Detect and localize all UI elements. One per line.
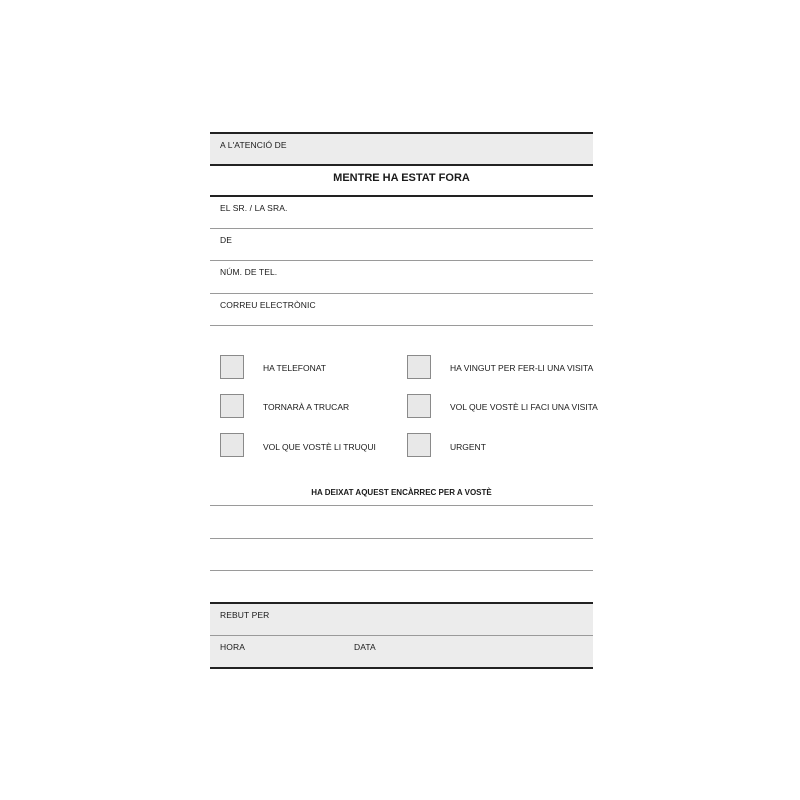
field-from-row[interactable] <box>210 229 593 260</box>
field-phone-label: NÚM. DE TEL. <box>220 267 278 277</box>
message-line <box>210 570 593 571</box>
form-title: MENTRE HA ESTAT FORA <box>333 172 470 184</box>
field-divider <box>210 325 593 326</box>
received-by-row[interactable] <box>210 604 593 635</box>
field-name-label: EL SR. / LA SRA. <box>220 203 288 213</box>
checkbox-will-call-again[interactable] <box>220 394 244 418</box>
checkbox-wants-visit-label: VOL QUE VOSTÈ LI FACI UNA VISITA <box>450 402 598 412</box>
field-email-row[interactable] <box>210 294 593 325</box>
field-email-label: CORREU ELECTRÒNIC <box>220 300 316 310</box>
field-phone-row[interactable] <box>210 261 593 293</box>
checkbox-wants-visit[interactable] <box>407 394 431 418</box>
checkbox-call-back[interactable] <box>220 433 244 457</box>
checkbox-will-call-again-label: TORNARÀ A TRUCAR <box>263 402 350 412</box>
checkbox-urgent[interactable] <box>407 433 431 457</box>
date-label: DATA <box>354 642 376 652</box>
message-line-area[interactable] <box>210 539 593 570</box>
title-top-rule <box>210 164 593 166</box>
message-heading: HA DEIXAT AQUEST ENCÀRREC PER A VOSTÈ <box>311 488 492 497</box>
received-by-label: REBUT PER <box>220 610 270 620</box>
message-line-area[interactable] <box>210 506 593 538</box>
checkbox-urgent-label: URGENT <box>450 442 486 452</box>
attention-label: A L'ATENCIÓ DE <box>220 140 287 150</box>
field-from-label: DE <box>220 235 233 245</box>
checkbox-called[interactable] <box>220 355 244 379</box>
checkbox-visited-label: HA VINGUT PER FER-LI UNA VISITA <box>450 363 594 373</box>
checkbox-call-back-label: VOL QUE VOSTÈ LI TRUQUI <box>263 442 376 452</box>
field-name-row[interactable] <box>210 197 593 228</box>
time-date-row[interactable] <box>210 636 593 667</box>
attention-row[interactable] <box>210 134 593 164</box>
checkbox-visited[interactable] <box>407 355 431 379</box>
time-label: HORA <box>220 642 245 652</box>
bottom-rule <box>210 667 593 669</box>
checkbox-called-label: HA TELEFONAT <box>263 363 326 373</box>
